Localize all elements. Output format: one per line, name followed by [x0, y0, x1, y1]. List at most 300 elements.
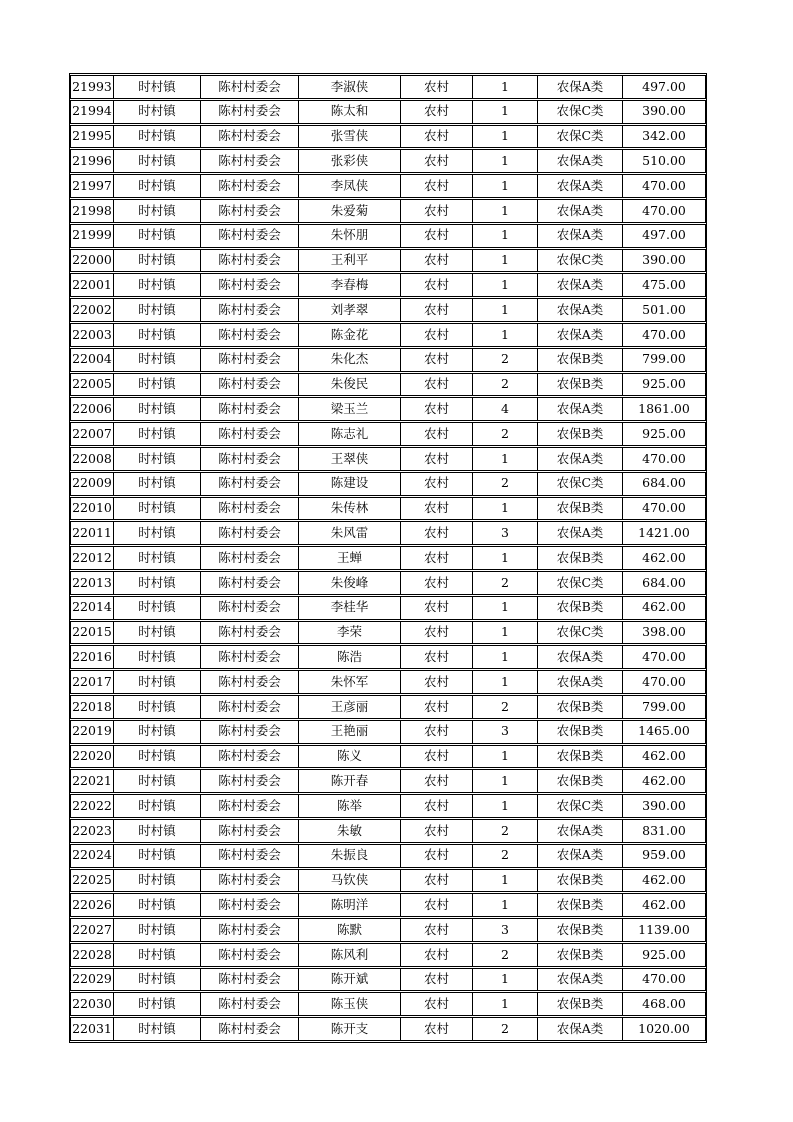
- table-row: [70, 893, 706, 917]
- cell-person-name: 朱敏: [299, 820, 401, 842]
- cell-person-count: 1: [473, 126, 538, 148]
- cell-household-type: 农村: [401, 200, 473, 222]
- cell-person-name: 李春梅: [299, 274, 401, 296]
- cell-person-count: 1: [473, 770, 538, 792]
- cell-village-committee: 陈村村委会: [201, 126, 299, 148]
- table-row: [70, 75, 706, 99]
- cell-insurance-class: 农保A类: [538, 150, 623, 172]
- cell-amount: 470.00: [642, 500, 686, 516]
- cell-insurance-class: 农保B类: [538, 746, 623, 768]
- cell-village-committee: 陈村村委会: [201, 101, 299, 123]
- cell-amount: 390.00: [642, 252, 686, 268]
- table-row: [70, 546, 706, 570]
- cell-household-type: 农村: [401, 76, 473, 98]
- cell-record-id: 21999: [71, 225, 114, 247]
- cell-record-id: 22001: [71, 274, 114, 296]
- cell-village-committee: 陈村村委会: [201, 870, 299, 892]
- cell-amount: 1861.00: [638, 401, 690, 416]
- cell-village-committee: 陈村村委会: [201, 498, 299, 520]
- cell-household-type: 农村: [401, 274, 473, 296]
- cell-town: 时村镇: [114, 944, 201, 966]
- cell-amount: 468.00: [642, 996, 686, 1012]
- cell-person-name: 朱俊民: [299, 374, 401, 396]
- cell-insurance-class: 农保B类: [538, 944, 623, 966]
- cell-person-name: 王蝉: [299, 547, 401, 569]
- cell-village-committee: 陈村村委会: [201, 845, 299, 867]
- cell-town: 时村镇: [114, 969, 201, 991]
- cell-insurance-class: 农保A类: [538, 1018, 623, 1040]
- cell-person-name: 陈建设: [299, 473, 401, 495]
- cell-amount: 925.00: [642, 376, 686, 392]
- cell-amount: 799.00: [642, 698, 686, 714]
- cell-town: 时村镇: [114, 250, 201, 272]
- cell-household-type: 农村: [401, 770, 473, 792]
- cell-household-type: 农村: [401, 820, 473, 842]
- cell-person-count: 1: [473, 498, 538, 520]
- cell-town: 时村镇: [114, 498, 201, 520]
- cell-town: 时村镇: [114, 324, 201, 346]
- cell-village-committee: 陈村村委会: [201, 200, 299, 222]
- table-row: [70, 224, 706, 248]
- table-row: [70, 720, 706, 744]
- cell-person-name: 马钦侠: [299, 870, 401, 892]
- cell-amount: 925.00: [642, 946, 686, 962]
- cell-record-id: 22025: [71, 870, 114, 892]
- cell-insurance-class: 农保A类: [538, 845, 623, 867]
- cell-town: 时村镇: [114, 200, 201, 222]
- cell-record-id: 22020: [71, 746, 114, 768]
- cell-insurance-class: 农保A类: [538, 200, 623, 222]
- cell-town: 时村镇: [114, 101, 201, 123]
- cell-village-committee: 陈村村委会: [201, 894, 299, 916]
- cell-town: 时村镇: [114, 919, 201, 941]
- cell-household-type: 农村: [401, 126, 473, 148]
- cell-town: 时村镇: [114, 671, 201, 693]
- table-row: [70, 199, 706, 223]
- cell-person-count: 1: [473, 646, 538, 668]
- table-row: [70, 497, 706, 521]
- cell-person-count: 2: [473, 944, 538, 966]
- cell-insurance-class: 农保A类: [538, 175, 623, 197]
- cell-insurance-class: 农保A类: [538, 671, 623, 693]
- cell-person-count: 1: [473, 101, 538, 123]
- cell-household-type: 农村: [401, 746, 473, 768]
- cell-record-id: 22009: [71, 473, 114, 495]
- table-row: [70, 869, 706, 893]
- cell-person-name: 朱怀军: [299, 671, 401, 693]
- table-row: [70, 125, 706, 149]
- cell-person-name: 陈开支: [299, 1018, 401, 1040]
- cell-insurance-class: 农保B类: [538, 770, 623, 792]
- cell-record-id: 22019: [71, 721, 114, 743]
- cell-insurance-class: 农保C类: [538, 473, 623, 495]
- cell-person-name: 王翠侠: [299, 448, 401, 470]
- cell-person-name: 陈金花: [299, 324, 401, 346]
- cell-person-name: 陈开春: [299, 770, 401, 792]
- cell-household-type: 农村: [401, 671, 473, 693]
- cell-insurance-class: 农保B类: [538, 993, 623, 1015]
- cell-record-id: 22027: [71, 919, 114, 941]
- cell-amount: 462.00: [642, 748, 686, 764]
- cell-record-id: 22005: [71, 374, 114, 396]
- cell-insurance-class: 农保B类: [538, 374, 623, 396]
- cell-town: 时村镇: [114, 646, 201, 668]
- cell-record-id: 21998: [71, 200, 114, 222]
- cell-village-committee: 陈村村委会: [201, 225, 299, 247]
- cell-person-name: 陈默: [299, 919, 401, 941]
- cell-person-name: 陈志礼: [299, 423, 401, 445]
- cell-record-id: 22017: [71, 671, 114, 693]
- cell-insurance-class: 农保C类: [538, 101, 623, 123]
- cell-insurance-class: 农保A类: [538, 225, 623, 247]
- cell-village-committee: 陈村村委会: [201, 473, 299, 495]
- cell-amount: 342.00: [642, 128, 686, 144]
- cell-village-committee: 陈村村委会: [201, 324, 299, 346]
- cell-person-count: 1: [473, 274, 538, 296]
- cell-household-type: 农村: [401, 448, 473, 470]
- cell-person-count: 2: [473, 572, 538, 594]
- cell-person-count: 3: [473, 522, 538, 544]
- cell-insurance-class: 农保B类: [538, 696, 623, 718]
- cell-person-name: 陈举: [299, 795, 401, 817]
- cell-town: 时村镇: [114, 770, 201, 792]
- cell-person-count: 1: [473, 175, 538, 197]
- cell-record-id: 22029: [71, 969, 114, 991]
- cell-person-count: 1: [473, 324, 538, 346]
- cell-village-committee: 陈村村委会: [201, 622, 299, 644]
- cell-town: 时村镇: [114, 175, 201, 197]
- cell-amount: 390.00: [642, 797, 686, 813]
- cell-person-name: 陈义: [299, 746, 401, 768]
- cell-insurance-class: 农保A类: [538, 274, 623, 296]
- cell-amount: 497.00: [642, 227, 686, 243]
- cell-person-count: 1: [473, 969, 538, 991]
- cell-person-name: 朱传林: [299, 498, 401, 520]
- cell-amount: 684.00: [642, 475, 686, 491]
- cell-person-name: 王利平: [299, 250, 401, 272]
- cell-town: 时村镇: [114, 820, 201, 842]
- cell-record-id: 21997: [71, 175, 114, 197]
- cell-household-type: 农村: [401, 969, 473, 991]
- cell-amount: 470.00: [642, 177, 686, 193]
- cell-insurance-class: 农保B类: [538, 547, 623, 569]
- cell-person-count: 1: [473, 150, 538, 172]
- table-row: [70, 571, 706, 595]
- cell-town: 时村镇: [114, 76, 201, 98]
- cell-record-id: 22013: [71, 572, 114, 594]
- cell-record-id: 22026: [71, 894, 114, 916]
- table-row: [70, 397, 706, 421]
- cell-household-type: 农村: [401, 349, 473, 371]
- cell-amount: 799.00: [642, 351, 686, 367]
- cell-person-count: 1: [473, 795, 538, 817]
- cell-record-id: 22008: [71, 448, 114, 470]
- table-row: [70, 769, 706, 793]
- cell-town: 时村镇: [114, 597, 201, 619]
- table-row: [70, 373, 706, 397]
- cell-village-committee: 陈村村委会: [201, 374, 299, 396]
- cell-person-name: 李荣: [299, 622, 401, 644]
- cell-household-type: 农村: [401, 1018, 473, 1040]
- cell-village-committee: 陈村村委会: [201, 423, 299, 445]
- cell-person-count: 2: [473, 374, 538, 396]
- cell-person-count: 1: [473, 250, 538, 272]
- cell-town: 时村镇: [114, 374, 201, 396]
- cell-household-type: 农村: [401, 473, 473, 495]
- cell-household-type: 农村: [401, 522, 473, 544]
- cell-person-count: 1: [473, 200, 538, 222]
- cell-person-name: 陈玉侠: [299, 993, 401, 1015]
- cell-person-count: 1: [473, 671, 538, 693]
- table-row: [70, 745, 706, 769]
- cell-record-id: 22003: [71, 324, 114, 346]
- cell-insurance-class: 农保A类: [538, 398, 623, 420]
- cell-person-count: 2: [473, 696, 538, 718]
- table-row: [70, 670, 706, 694]
- cell-record-id: 22018: [71, 696, 114, 718]
- table-row: [70, 918, 706, 942]
- cell-person-name: 陈明洋: [299, 894, 401, 916]
- table-row: [70, 323, 706, 347]
- cell-insurance-class: 农保C类: [538, 126, 623, 148]
- table-row: [70, 596, 706, 620]
- cell-record-id: 22006: [71, 398, 114, 420]
- cell-record-id: 22016: [71, 646, 114, 668]
- cell-town: 时村镇: [114, 696, 201, 718]
- cell-town: 时村镇: [114, 572, 201, 594]
- records-table: [69, 73, 707, 1043]
- table-row: [70, 348, 706, 372]
- cell-village-committee: 陈村村委会: [201, 349, 299, 371]
- cell-record-id: 22028: [71, 944, 114, 966]
- table-row: [70, 794, 706, 818]
- cell-record-id: 22000: [71, 250, 114, 272]
- cell-person-name: 刘孝翠: [299, 299, 401, 321]
- cell-town: 时村镇: [114, 1018, 201, 1040]
- cell-household-type: 农村: [401, 175, 473, 197]
- cell-town: 时村镇: [114, 795, 201, 817]
- cell-person-count: 2: [473, 820, 538, 842]
- cell-insurance-class: 农保A类: [538, 646, 623, 668]
- cell-amount: 925.00: [642, 425, 686, 441]
- cell-insurance-class: 农保A类: [538, 820, 623, 842]
- cell-amount: 1020.00: [638, 1020, 690, 1036]
- cell-town: 时村镇: [114, 746, 201, 768]
- table-row: [70, 992, 706, 1016]
- cell-insurance-class: 农保A类: [538, 76, 623, 98]
- cell-record-id: 21994: [71, 101, 114, 123]
- cell-person-count: 1: [473, 993, 538, 1015]
- cell-village-committee: 陈村村委会: [201, 299, 299, 321]
- cell-insurance-class: 农保C类: [538, 622, 623, 644]
- cell-amount: 462.00: [642, 772, 686, 788]
- table-row: [70, 149, 706, 173]
- cell-person-count: 2: [473, 473, 538, 495]
- cell-village-committee: 陈村村委会: [201, 572, 299, 594]
- cell-person-name: 李淑侠: [299, 76, 401, 98]
- cell-person-count: 3: [473, 721, 538, 743]
- cell-person-count: 1: [473, 76, 538, 98]
- cell-household-type: 农村: [401, 423, 473, 445]
- cell-household-type: 农村: [401, 498, 473, 520]
- cell-household-type: 农村: [401, 845, 473, 867]
- table-row: [70, 1017, 706, 1041]
- cell-village-committee: 陈村村委会: [201, 696, 299, 718]
- cell-household-type: 农村: [401, 696, 473, 718]
- cell-household-type: 农村: [401, 572, 473, 594]
- cell-town: 时村镇: [114, 448, 201, 470]
- cell-amount: 1465.00: [638, 723, 690, 739]
- cell-amount: 510.00: [642, 153, 686, 169]
- cell-town: 时村镇: [114, 225, 201, 247]
- cell-village-committee: 陈村村委会: [201, 721, 299, 743]
- cell-village-committee: 陈村村委会: [201, 76, 299, 98]
- cell-village-committee: 陈村村委会: [201, 398, 299, 420]
- table-row: [70, 819, 706, 843]
- cell-person-count: 1: [473, 225, 538, 247]
- table-row: [70, 100, 706, 124]
- cell-amount: 462.00: [642, 549, 686, 565]
- cell-person-name: 陈开斌: [299, 969, 401, 991]
- cell-record-id: 22002: [71, 299, 114, 321]
- cell-village-committee: 陈村村委会: [201, 175, 299, 197]
- cell-household-type: 农村: [401, 870, 473, 892]
- cell-insurance-class: 农保B类: [538, 894, 623, 916]
- cell-household-type: 农村: [401, 721, 473, 743]
- cell-household-type: 农村: [401, 150, 473, 172]
- cell-amount: 470.00: [642, 326, 686, 342]
- cell-person-count: 1: [473, 299, 538, 321]
- cell-insurance-class: 农保A类: [538, 522, 623, 544]
- cell-record-id: 21996: [71, 150, 114, 172]
- cell-town: 时村镇: [114, 845, 201, 867]
- cell-household-type: 农村: [401, 101, 473, 123]
- cell-amount: 390.00: [642, 103, 686, 119]
- cell-record-id: 22023: [71, 820, 114, 842]
- cell-amount: 959.00: [642, 847, 686, 863]
- cell-town: 时村镇: [114, 522, 201, 544]
- cell-village-committee: 陈村村委会: [201, 919, 299, 941]
- cell-town: 时村镇: [114, 126, 201, 148]
- cell-person-name: 张雪侠: [299, 126, 401, 148]
- cell-amount: 684.00: [642, 574, 686, 590]
- cell-household-type: 农村: [401, 225, 473, 247]
- cell-amount: 1139.00: [638, 921, 690, 937]
- cell-town: 时村镇: [114, 398, 201, 420]
- cell-town: 时村镇: [114, 150, 201, 172]
- cell-village-committee: 陈村村委会: [201, 993, 299, 1015]
- cell-insurance-class: 农保B类: [538, 721, 623, 743]
- table-row: [70, 447, 706, 471]
- cell-town: 时村镇: [114, 547, 201, 569]
- cell-insurance-class: 农保B类: [538, 423, 623, 445]
- cell-village-committee: 陈村村委会: [201, 646, 299, 668]
- cell-record-id: 21993: [71, 76, 114, 98]
- table-row: [70, 521, 706, 545]
- cell-person-name: 梁玉兰: [299, 398, 401, 420]
- cell-person-name: 陈浩: [299, 646, 401, 668]
- cell-person-name: 王彦丽: [299, 696, 401, 718]
- cell-amount: 462.00: [642, 599, 686, 615]
- cell-person-count: 1: [473, 894, 538, 916]
- cell-record-id: 22014: [71, 597, 114, 619]
- cell-amount: 398.00: [642, 624, 686, 640]
- cell-record-id: 22011: [71, 522, 114, 544]
- cell-insurance-class: 农保C类: [538, 250, 623, 272]
- cell-insurance-class: 农保C类: [538, 572, 623, 594]
- cell-person-name: 陈风利: [299, 944, 401, 966]
- cell-village-committee: 陈村村委会: [201, 547, 299, 569]
- cell-amount: 831.00: [642, 822, 686, 838]
- cell-person-name: 朱爱菊: [299, 200, 401, 222]
- cell-town: 时村镇: [114, 423, 201, 445]
- cell-household-type: 农村: [401, 622, 473, 644]
- cell-household-type: 农村: [401, 299, 473, 321]
- cell-household-type: 农村: [401, 646, 473, 668]
- cell-household-type: 农村: [401, 250, 473, 272]
- cell-village-committee: 陈村村委会: [201, 1018, 299, 1040]
- cell-record-id: 22022: [71, 795, 114, 817]
- cell-village-committee: 陈村村委会: [201, 250, 299, 272]
- cell-person-count: 1: [473, 448, 538, 470]
- cell-insurance-class: 农保A类: [538, 324, 623, 346]
- cell-record-id: 22030: [71, 993, 114, 1015]
- cell-record-id: 22024: [71, 845, 114, 867]
- cell-person-count: 2: [473, 1018, 538, 1040]
- cell-town: 时村镇: [114, 349, 201, 371]
- table-row: [70, 472, 706, 496]
- cell-village-committee: 陈村村委会: [201, 795, 299, 817]
- cell-household-type: 农村: [401, 944, 473, 966]
- cell-town: 时村镇: [114, 894, 201, 916]
- cell-record-id: 22015: [71, 622, 114, 644]
- cell-person-name: 张彩侠: [299, 150, 401, 172]
- cell-amount: 1421.00: [638, 524, 690, 540]
- cell-village-committee: 陈村村委会: [201, 746, 299, 768]
- cell-person-name: 陈太和: [299, 101, 401, 123]
- cell-insurance-class: 农保B类: [538, 597, 623, 619]
- cell-town: 时村镇: [114, 299, 201, 321]
- cell-person-name: 朱怀朋: [299, 225, 401, 247]
- cell-amount: 501.00: [642, 301, 686, 317]
- cell-person-count: 1: [473, 597, 538, 619]
- cell-insurance-class: 农保B类: [538, 498, 623, 520]
- table-row: [70, 645, 706, 669]
- cell-household-type: 农村: [401, 795, 473, 817]
- cell-person-name: 李桂华: [299, 597, 401, 619]
- cell-village-committee: 陈村村委会: [201, 770, 299, 792]
- cell-amount: 470.00: [642, 450, 686, 466]
- table-row: [70, 844, 706, 868]
- cell-person-name: 李凤侠: [299, 175, 401, 197]
- cell-person-count: 2: [473, 845, 538, 867]
- cell-amount: 475.00: [642, 277, 686, 293]
- cell-person-name: 朱化杰: [299, 349, 401, 371]
- cell-record-id: 22007: [71, 423, 114, 445]
- cell-insurance-class: 农保C类: [538, 795, 623, 817]
- cell-town: 时村镇: [114, 721, 201, 743]
- cell-town: 时村镇: [114, 274, 201, 296]
- cell-insurance-class: 农保A类: [538, 448, 623, 470]
- cell-town: 时村镇: [114, 993, 201, 1015]
- cell-insurance-class: 农保B类: [538, 919, 623, 941]
- cell-person-count: 2: [473, 423, 538, 445]
- cell-village-committee: 陈村村委会: [201, 597, 299, 619]
- cell-household-type: 农村: [401, 374, 473, 396]
- cell-person-count: 1: [473, 622, 538, 644]
- cell-town: 时村镇: [114, 622, 201, 644]
- cell-person-name: 朱俊峰: [299, 572, 401, 594]
